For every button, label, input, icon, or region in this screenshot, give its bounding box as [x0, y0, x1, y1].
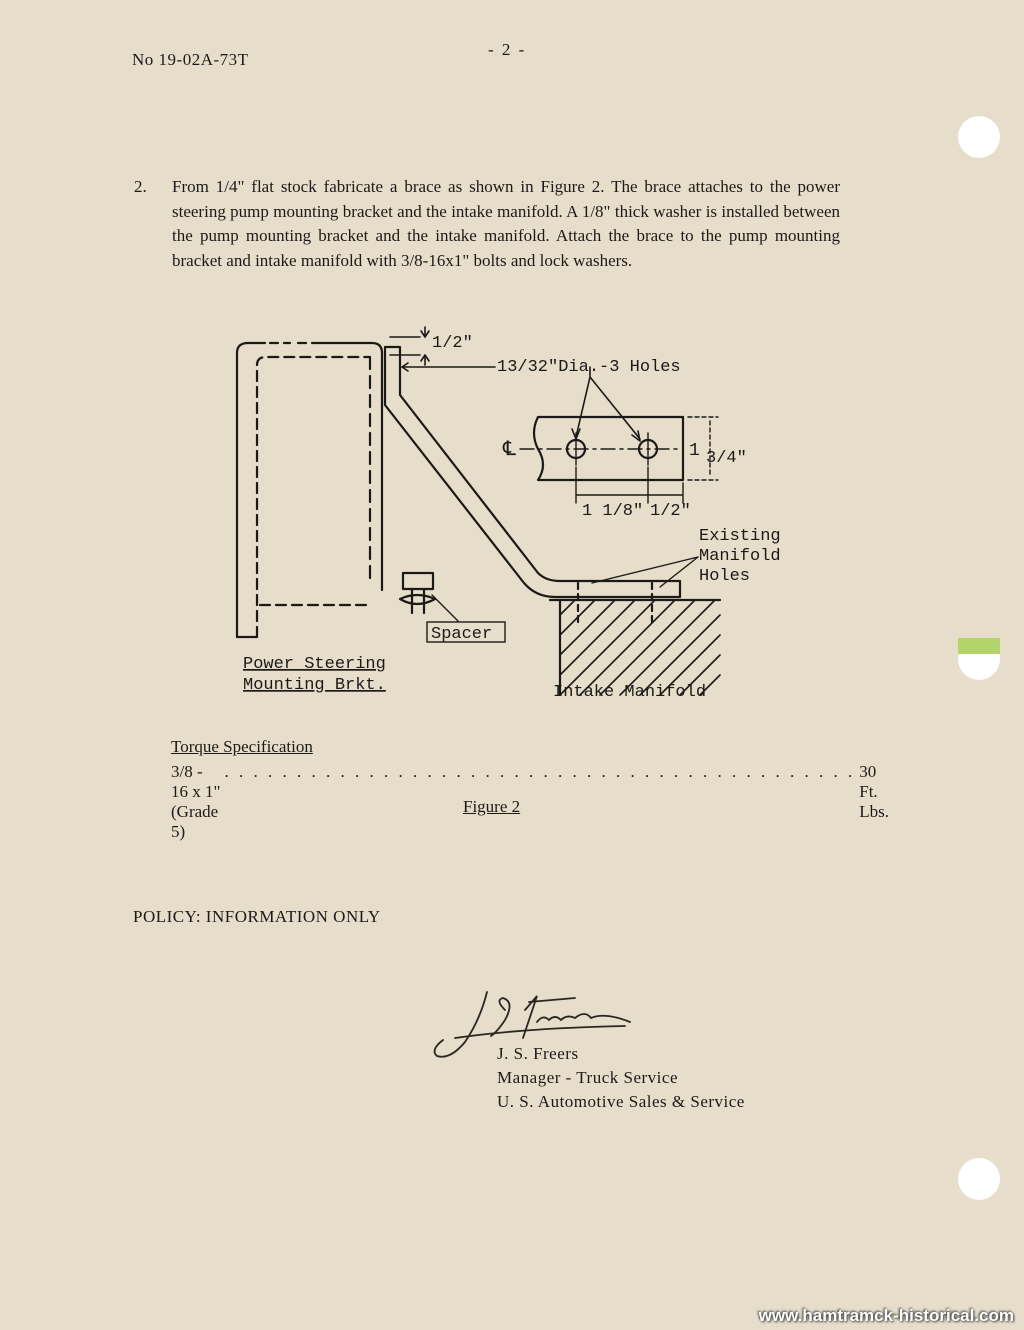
bracket-outer	[237, 343, 265, 637]
manifold-hatch	[560, 600, 720, 695]
torque-leader-dots: . . . . . . . . . . . . . . . . . . . . . . . . . . . . . . . . . . . . . . . . . . . .	[224, 762, 856, 781]
signer-name: J. S. Freers	[497, 1044, 579, 1063]
edge-dim-label: 1/2"	[650, 502, 691, 521]
binder-hole-bottom	[958, 1158, 1000, 1200]
bolt-shank	[412, 589, 424, 613]
document-number: No 19-02A-73T	[132, 50, 249, 69]
figure-caption: Figure 2	[463, 797, 521, 816]
step-text: From 1/4" flat stock fabricate a brace as shown in Figure 2. The brace attaches to the power steering pump mounting bracket and the intake manifold. A 1/8" thick washer is installed between the pump mounting bracket and the intake manifold. Attach the brace to the pump mounting bracket and intake manifold with 3/8-16x1" bolts and lock washers.	[172, 177, 840, 270]
existing-line-2: Manifold	[699, 547, 781, 566]
policy-line: POLICY: INFORMATION ONLY	[133, 907, 381, 926]
holes-leader	[576, 367, 640, 439]
spacing-dim	[576, 467, 683, 503]
height-dim-frac: 3/4"	[706, 449, 747, 468]
torque-heading: Torque Specification	[171, 737, 313, 756]
signer-department: U. S. Automotive Sales & Service	[497, 1092, 745, 1111]
brace	[385, 347, 680, 597]
page-number: - 2 -	[488, 40, 527, 59]
brace-diagram	[220, 325, 780, 705]
bolt-head	[403, 573, 433, 589]
spacer-washer	[400, 595, 435, 604]
half-dim-label: 1/2"	[432, 334, 473, 353]
existing-leader	[592, 557, 698, 587]
watermark-url: www.hamtramck-historical.com	[758, 1306, 1014, 1325]
step-number: 2.	[134, 177, 147, 196]
holes-label: 13/32"Dia.-3 Holes	[497, 358, 681, 377]
step-2-paragraph	[134, 175, 840, 273]
height-dim-whole: 1	[689, 441, 700, 461]
signature-block	[497, 1042, 745, 1114]
spacer-label: Spacer	[431, 625, 493, 644]
binder-hole-top	[958, 116, 1000, 158]
existing-line-1: Existing	[699, 527, 781, 546]
bracket-top	[320, 343, 382, 590]
bracket-inner	[257, 357, 370, 637]
spacing-dim-label: 1 1/8"	[582, 502, 644, 521]
power-steering-line-1: Power Steering	[243, 655, 386, 674]
binder-hole-middle-tab	[958, 638, 1000, 680]
torque-spec-row	[171, 762, 889, 842]
torque-bolt: 3/8 - 16 x 1" (Grade 5)	[171, 762, 221, 841]
spacer-leader	[432, 595, 458, 621]
centerline-mark: ℄	[503, 439, 516, 462]
intake-manifold-label: Intake Manifold	[553, 683, 707, 702]
arrow-head-2	[632, 431, 640, 441]
power-steering-line-2: Mounting Brkt.	[243, 676, 386, 695]
existing-line-3: Holes	[699, 567, 751, 586]
signer-title: Manager - Truck Service	[497, 1068, 678, 1087]
torque-value: 30 Ft. Lbs.	[859, 762, 889, 821]
